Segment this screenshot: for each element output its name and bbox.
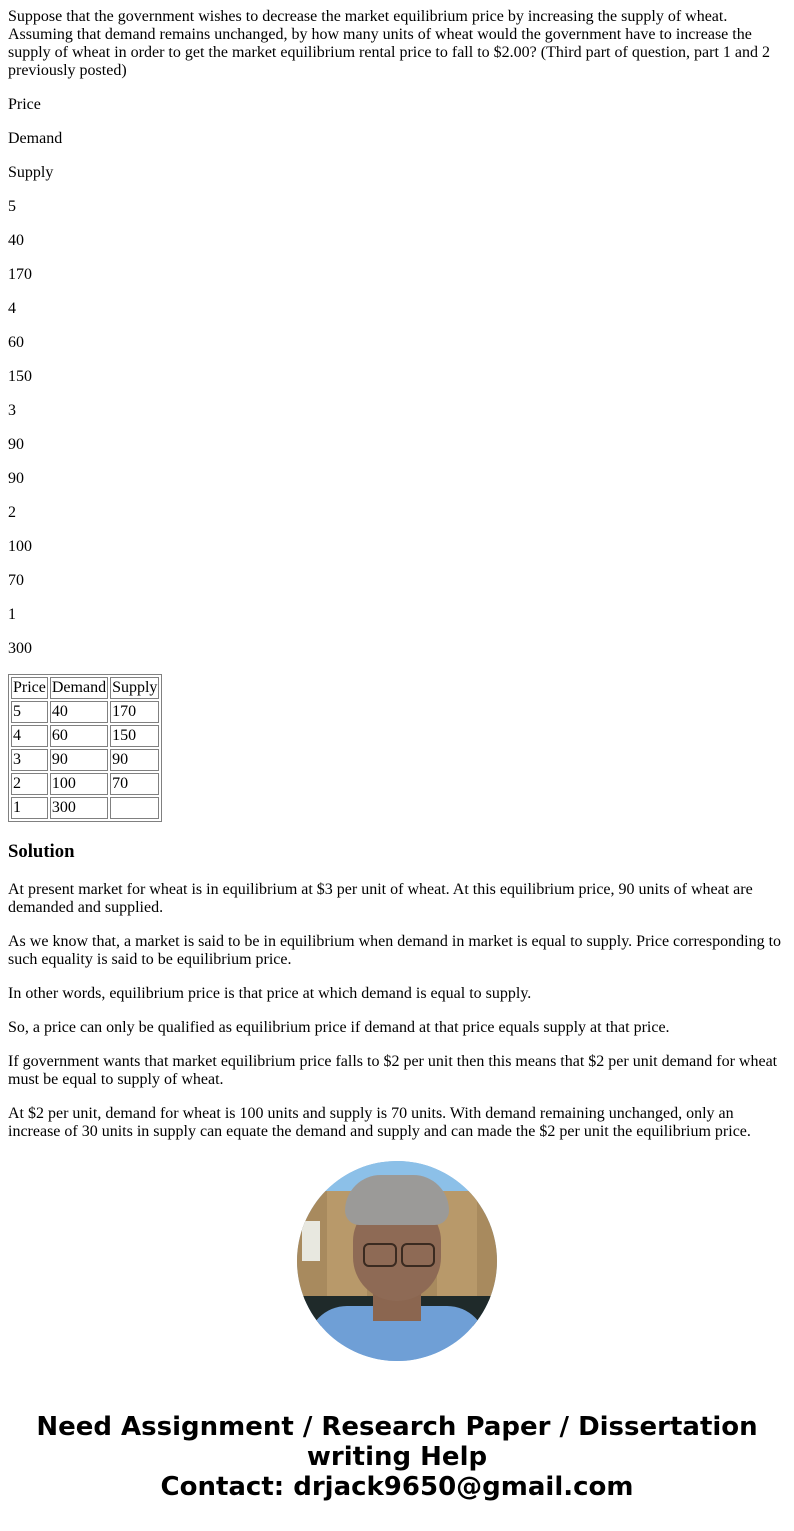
table-row [11,773,159,795]
table-header-cell: Supply [110,677,159,699]
solution-heading: Solution [8,841,75,862]
table-row [11,749,159,771]
contact-footer [0,1412,794,1502]
table-cell-price: 2 [11,773,48,795]
table-header-row [11,677,159,699]
loose-value: 5 [8,198,16,215]
table-cell-supply: 90 [110,749,159,771]
loose-values-list [8,96,786,658]
solution-paragraph: As we know that, a market is said to be in equilibrium when demand in market is equal to supply. Price corresponding to such equality is said to be equilibrium price. [8,933,782,968]
table-cell-supply [110,797,159,819]
loose-value: 3 [8,402,16,419]
table-cell-price: 3 [11,749,48,771]
loose-value: 150 [8,368,32,385]
footer-line: writing Help [306,1442,488,1472]
table-cell-demand: 300 [50,797,108,819]
loose-value: 1 [8,606,16,623]
solution-paragraph: If government wants that market equilibrium price falls to $2 per unit then this means that $2 per unit demand for wheat must be equal to supply of wheat. [8,1053,778,1088]
loose-value: 100 [8,538,32,555]
table-cell-price: 4 [11,725,48,747]
solution-body [8,881,786,1142]
table-cell-supply: 170 [110,701,159,723]
photo-switchboard [302,1221,320,1261]
table-cell-demand: 60 [50,725,108,747]
loose-value: 90 [8,470,24,487]
loose-value: 2 [8,504,16,521]
table-row [11,725,159,747]
loose-value: 90 [8,436,24,453]
author-photo [297,1161,497,1361]
footer-contact-email: Contact: drjack9650@gmail.com [160,1472,634,1502]
loose-value: Price [8,96,41,113]
loose-value: Demand [8,130,63,147]
table-cell-supply: 150 [110,725,159,747]
table-cell-demand: 100 [50,773,108,795]
table-row [11,701,159,723]
loose-value: 300 [8,640,32,657]
solution-paragraph: In other words, equilibrium price is that price at which demand is equal to supply. [8,985,532,1002]
document-page [0,8,794,1142]
photo-hair [345,1175,449,1225]
loose-value: 4 [8,300,16,317]
price-demand-supply-table [8,674,162,822]
question-text: Suppose that the government wishes to decrease the market equilibrium price by increasing the supply of wheat. Assuming that demand remains unchanged, by how many units of wheat would the government have to increase the supply of wheat in order to get the market equilibrium rental price to fall to $2.00? (Third part of question, part 1 and 2 previously posted) [8,8,771,79]
loose-value: 170 [8,266,32,283]
photo-glasses-lens [363,1243,397,1267]
footer-line: Need Assignment / Research Paper / Dissertation [36,1412,758,1442]
table-cell-price: 1 [11,797,48,819]
table-row [11,797,159,819]
table-cell-supply: 70 [110,773,159,795]
table-cell-demand: 90 [50,749,108,771]
table-cell-demand: 40 [50,701,108,723]
table-header-cell: Price [11,677,48,699]
solution-paragraph: At present market for wheat is in equilibrium at $3 per unit of wheat. At this equilibrium price, 90 units of wheat are demanded and supplied. [8,881,753,916]
loose-value: 60 [8,334,24,351]
solution-paragraph: At $2 per unit, demand for wheat is 100 units and supply is 70 units. With demand remaining unchanged, only an increase of 30 units in supply can equate the demand and supply and can made the $2 per unit the equilibrium price. [8,1105,751,1140]
solution-paragraph: So, a price can only be qualified as equilibrium price if demand at that price equals supply at that price. [8,1019,670,1036]
loose-value: Supply [8,164,54,181]
loose-value: 70 [8,572,24,589]
loose-value: 40 [8,232,24,249]
table-cell-price: 5 [11,701,48,723]
photo-glasses-lens [401,1243,435,1267]
table-header-cell: Demand [50,677,108,699]
